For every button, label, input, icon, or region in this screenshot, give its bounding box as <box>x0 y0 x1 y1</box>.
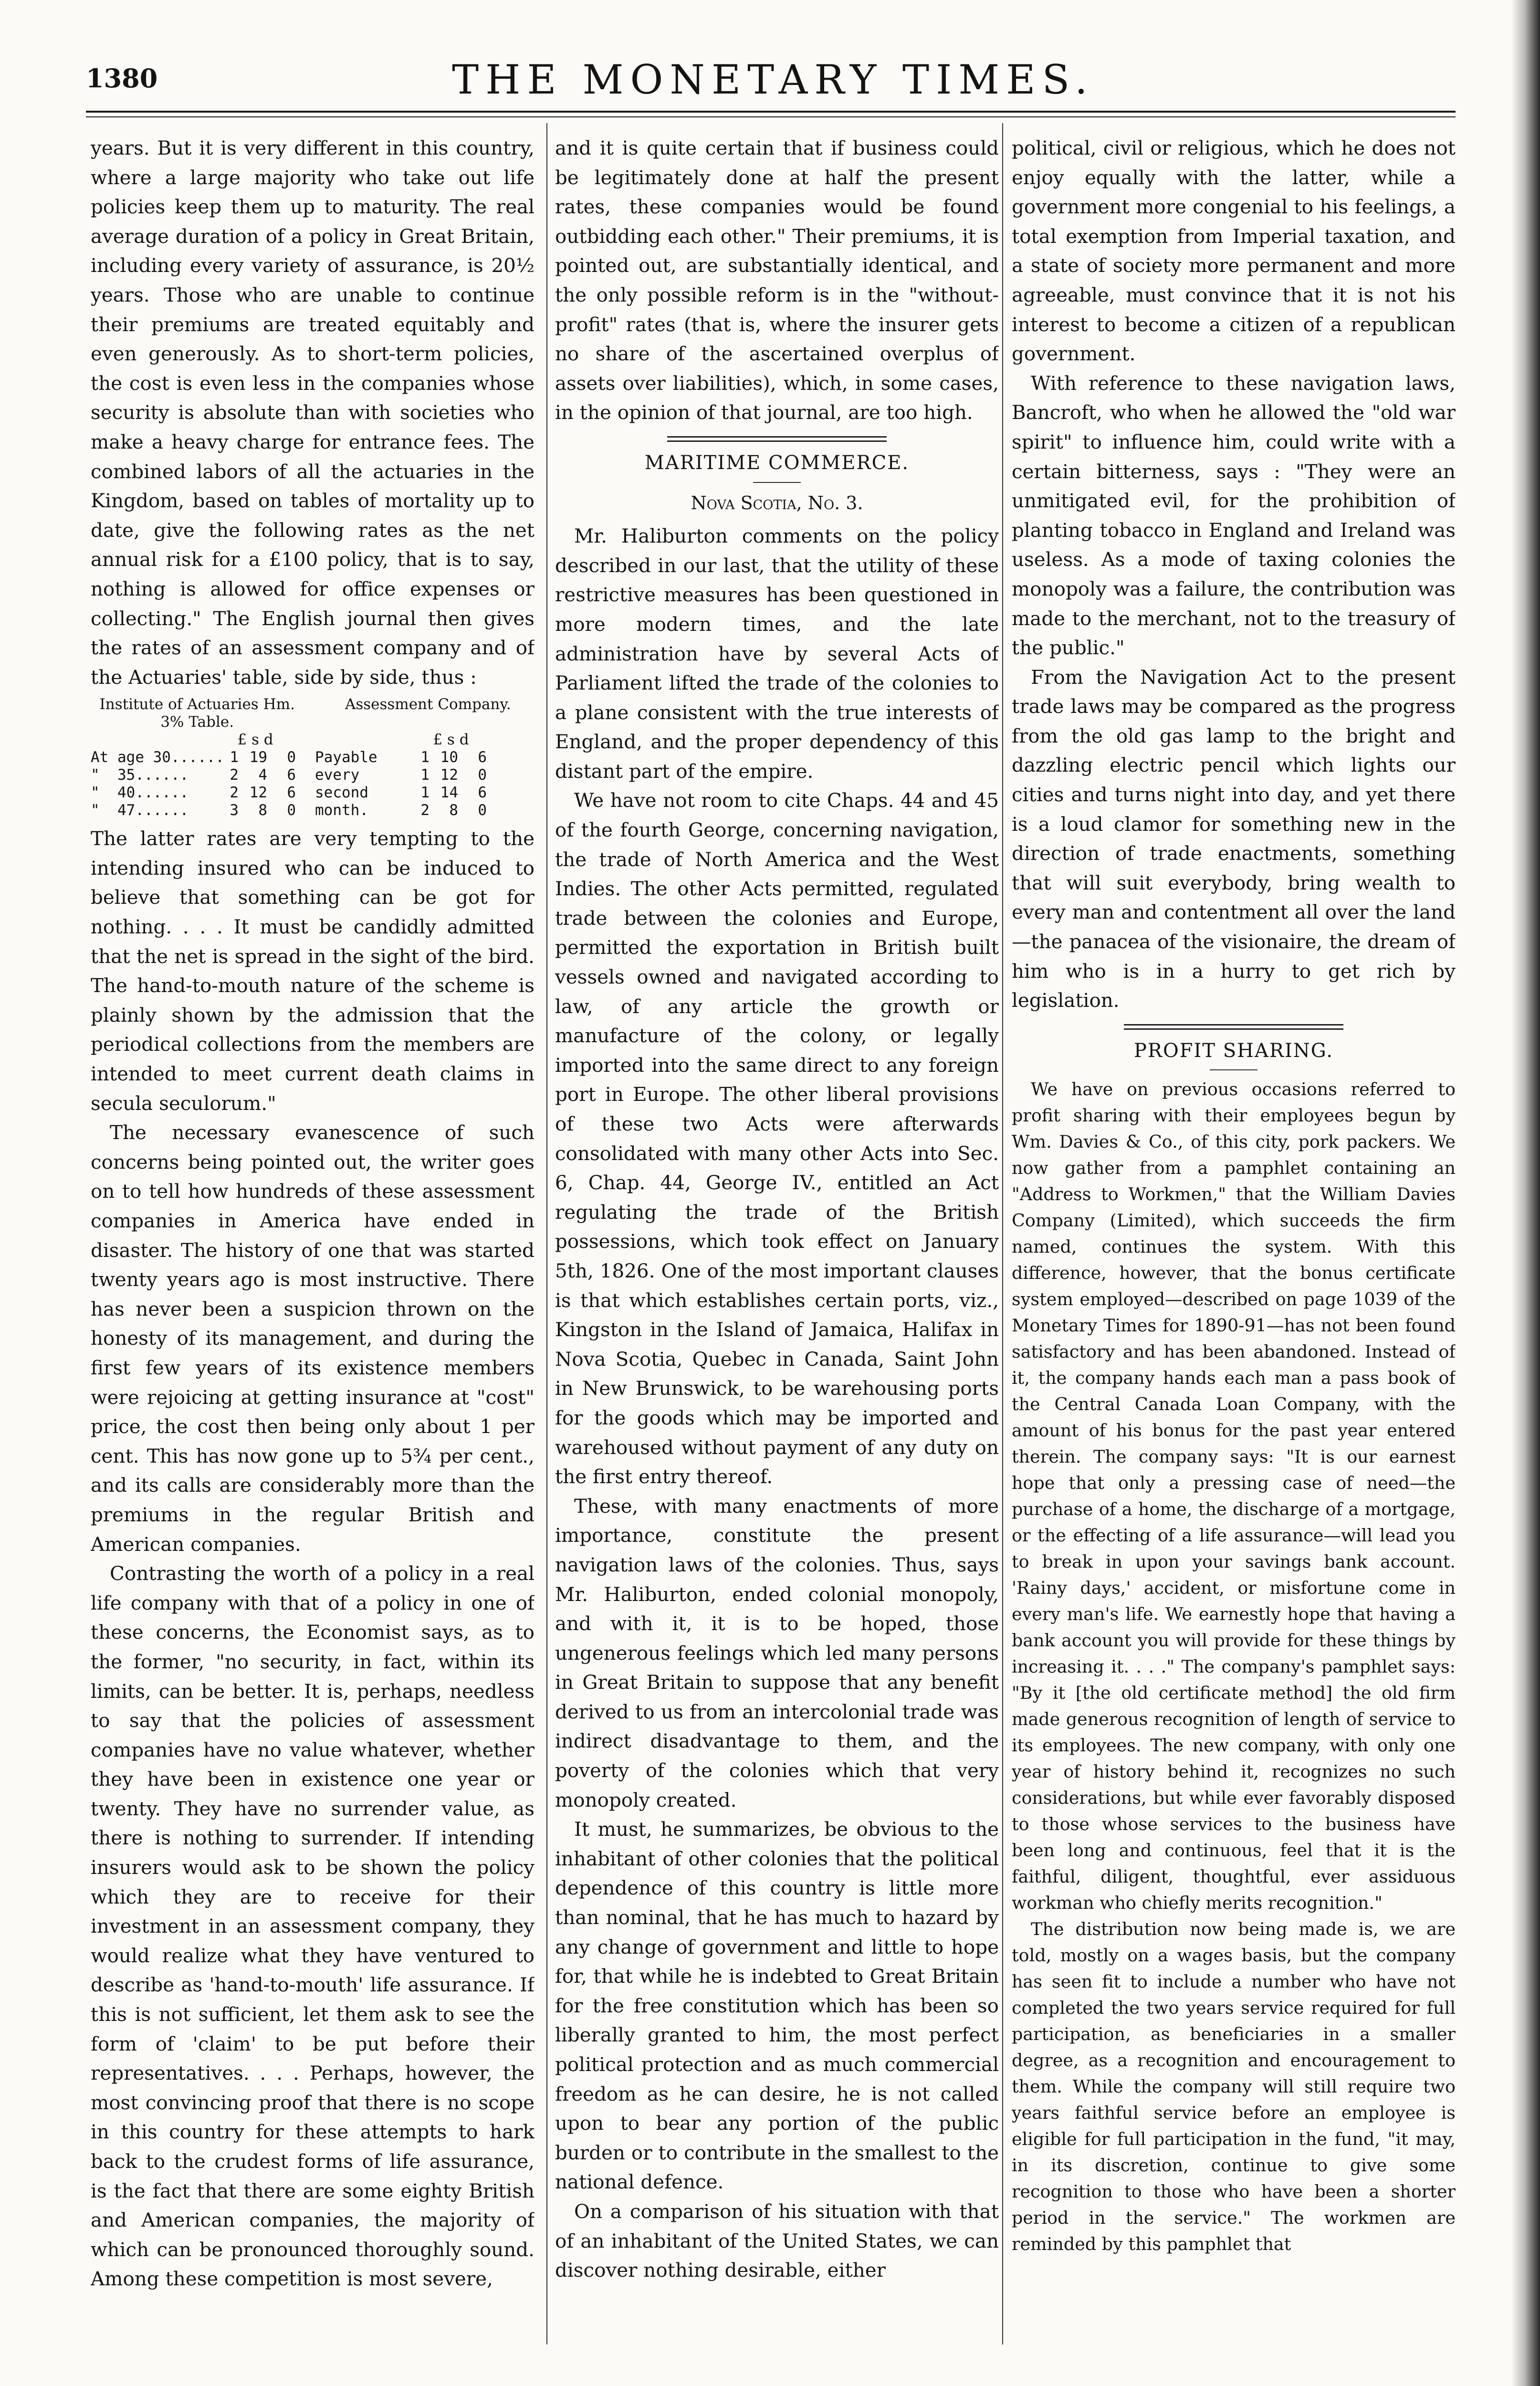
paragraph: Contrasting the worth of a policy in a real life company with that of a policy in one of these concerns, the Economist says, as to the former, "no security, in fact, within its limits, can be better. It is, perhaps, needless to say that the policies of assessment companies have no value whatever, whether they have been in existence one year or twenty. They have no surrender value, as there is nothing to surrender. If intending insurers would ask to be shown the policy which they are to receive for their investment in an assessment company, they would realize what they have ventured to describe as 'hand-to-mouth' life assurance. If this is not sufficient, let them ask to see the form of 'claim' to be put before their representatives. . . . Perhaps, however, the most convincing proof that there is no scope in this country for these attempts to hark back to the crudest forms of life assurance, is the fact that there are some eighty British and American companies, the majority of which can be pronounced thoroughly sound. Among these competition is most severe, <box>91 1562 534 2291</box>
page-number: 1380 <box>86 63 158 94</box>
table-row: At age 30...... 1 19 0 Payable 1 10 6 <box>91 749 487 766</box>
paragraph: With reference to these navigation laws, Bancroft, who when he allowed the "old war spirit" to influence him, could write with a certain bitterness, says : "They were an unmitigated evil, for the prohibition of planting tobacco in England and Ireland was useless. As a mode of taxing colonies the monopoly was a failure, the contribution was made to the merchant, not to the treasury of the public." <box>1012 371 1456 659</box>
paragraph: We have on previous occasions referred to profit sharing with their employees begun by Wm. Davies & Co., of this city, pork packers. We now gather from a pamphlet containing an "Address to Workmen," that the William Davies Company (Limited), which succeeds the firm named, continues the system. With this difference, however, that the bonus certificate system employed—described on page 1039 of the Monetary Times for 1890-91—has not been found satisfactory and has been abandoned. Instead of it, the company hands each man a pass book of the Central Canada Loan Company, with the amount of his bonus for the past year entered therein. The company says: "It is our earnest hope that only a pressing case of need—the purchase of a home, the discharge of a mortgage, or the effecting of a life assurance—will lead you to break in upon your savings bank account. 'Rainy days,' accident, or misfortune come in every man's life. We earnestly hope that having a bank account you will provide for these things by increasing it. . . ." The company's pamphlet says: "By it [the old certificate method] the old firm made generous recognition of length of service to its employees. The new company, with only one year of history behind it, recognizes no such considerations, but while ever favorably disposed to those whose services to the business have been long and continuous, feel that it is the faithful, diligent, thoughtful, ever assiduous workman who chiefly merits recognition." <box>1012 1079 1456 1914</box>
column-1 <box>91 134 534 2338</box>
column-2 <box>555 134 999 2338</box>
table-header-right: Assessment Company. <box>345 696 511 713</box>
masthead-title: THE MONETARY TIMES. <box>452 56 1094 103</box>
section-separator <box>667 436 887 442</box>
table-header-left: Institute of Actuaries Hm. 3% Table. <box>99 696 295 731</box>
paragraph: political, civil or religious, which he does not enjoy equally with the latter, while a government more congenial to his feelings, a total exemption from Imperial taxation, and a state of society more permanent and more agreeable, must convince that it is not his interest to become a citizen of a republican government. <box>1012 136 1456 366</box>
short-rule <box>753 482 801 483</box>
paragraph: It must, he summarizes, be obvious to the inhabitant of other colonies that the political dependence of this country is little more than nominal, that he has much to hazard by any change of government and little to hope for, that while he is indebted to Great Britain for the free constitution which has been so liberally granted to him, the most perfect political protection and as much commercial freedom as he can desire, he is not called upon to bear any portion of the public burden or to contribute in the smallest to the national defence. <box>555 1818 999 2194</box>
paragraph: These, with many enactments of more importance, constitute the present navigation laws of the colonies. Thus, says Mr. Haliburton, ended colonial monopoly, and with it, it is to be hoped, those ungenerous feelings which led many persons in Great Britain to suppose that any benefit derived to us from an intercolonial trade was indirect disadvantage to them, and the poverty of the colonies which that very monopoly created. <box>555 1494 999 1811</box>
paragraph: On a comparison of his situation with that of an inhabitant of the United States, we can discover nothing desirable, either <box>555 2199 999 2282</box>
paragraph: The latter rates are very tempting to the intending insured who can be induced to believe that something can be got for nothing. . . . It must be candidly admitted that the net is spread in the sight of the bird. The hand-to-mouth nature of the scheme is plainly shown by the admission that the periodical collections from the members are intended to meet current death claims in secula seculorum." <box>91 827 534 1115</box>
header-rule-thin <box>86 116 1456 117</box>
header-rule <box>86 111 1456 113</box>
section-separator <box>1124 1024 1343 1030</box>
paragraph: years. But it is very different in this country, where a large majority who take out life policies keep them up to maturity. The real average duration of a policy in Great Britain, including every variety of assurance, is 20½ years. Those who are unable to continue their premiums are treated equitably and even generously. As to short-term policies, the cost is even less in the companies whose security is absolute than with societies who make a heavy charge for entrance fees. The combined labors of all the actuaries in the Kingdom, based on tables of mortality up to date, give the following rates as the net annual risk for a £100 policy, that is to say, nothing is allowed for office expenses or collecting." The English journal then gives the rates of an assessment company and of the Actuaries' table, side by side, thus : <box>91 136 534 689</box>
section-heading: PROFIT SHARING. <box>1133 1039 1334 1062</box>
table-units-row <box>91 731 534 749</box>
scan-binding-shadow <box>1511 0 1540 2386</box>
section-heading: MARITIME COMMERCE. <box>644 451 910 474</box>
rates-table-header <box>91 696 534 731</box>
column-divider <box>546 123 547 2344</box>
column-3 <box>1012 134 1456 2338</box>
section-subheading: Nova Scotia, No. 3. <box>691 492 863 513</box>
paragraph: The necessary evanescence of such concerns being pointed out, the writer goes on to tell how hundreds of these assessment companies in America have ended in disaster. The history of one that was started twenty years ago is most instructive. There has never been a suspicion thrown on the honesty of its management, and during the first few years of its existence members were rejoicing at getting insurance at "cost" price, the cost then being only about 1 per cent. This has now gone up to 5¾ per cent., and its calls are considerably more than the premiums in the regular British and American companies. <box>91 1121 534 1556</box>
paragraph: From the Navigation Act to the present trade laws may be compared as the progress from the old gas lamp to the bright and dazzling electric pencil which lights our cities and turns night into day, and yet there is a loud clamor for something new in the direction of trade enactments, something that will suit everybody, bring wealth to every man and contentment all over the land—the panacea of the visionaire, the dream of him who is in a hurry to get rich by legislation. <box>1012 665 1456 1012</box>
table-row: " 35...... 2 4 6 every 1 12 0 <box>91 766 487 784</box>
table-row: " 47...... 3 8 0 month. 2 8 0 <box>91 802 487 819</box>
paragraph: We have not room to cite Chaps. 44 and 45 of the fourth George, concerning navigation, the trade of North America and the West Indies. The other Acts permitted, regulated trade between the colonies and Europe, permitted the exportation in British built vessels owned and navigated according to law, of any article the growth or manufacture of the colony, or legally imported into the same direct to any foreign port in Europe. The other liberal provisions of these two Acts were afterwards consolidated with many other Acts into Sec. 6, Chap. 44, George IV., entitled an Act regulating the trade of the British possessions, which took effect on January 5th, 1826. One of the most important clauses is that which establishes certain ports, viz., Kingston in the Island of Jamaica, Halifax in Nova Scotia, Quebec in Canada, Saint John in New Brunswick, to be warehousing ports for the goods which may be imported and warehoused without payment of any duty on the first entry thereof. <box>555 789 999 1488</box>
rates-table <box>91 696 534 819</box>
page-header <box>86 56 1460 109</box>
column-divider <box>1002 123 1003 2344</box>
paragraph: and it is quite certain that if business could be legitimately done at half the present rates, these companies would be found outbidding each other." Their premiums, it is pointed out, are substantially identical, and the only possible reform is in the "without-profit" rates (that is, where the insurer gets no share of the ascertained overplus of assets over liabilities), which, in some cases, in the opinion of that journal, are too high. <box>555 136 999 424</box>
units-left: £ s d <box>237 731 273 749</box>
table-row: " 40...... 2 12 6 second 1 14 6 <box>91 784 487 802</box>
units-right: £ s d <box>433 731 469 749</box>
paragraph: The distribution now being made is, we are told, mostly on a wages basis, but the company has seen fit to include a number who have not completed the two years service required for full participation, as beneficiaries in a smaller degree, as a recognition and encouragement to them. While the company will still require two years faithful service before an employee is eligible for full participation in the fund, "it may, in its discretion, continue to give some recognition to those who have been a shorter period in the service." The workmen are reminded by this pamphlet that <box>1012 1919 1456 2255</box>
paragraph: Mr. Haliburton comments on the policy described in our last, that the utility of these restrictive measures has been questioned in more modern times, and the late administration have by several Acts of Parliament lifted the trade of the colonies to a plane consistent with the true interests of England, and the proper dependency of this distant part of the empire. <box>555 524 999 783</box>
short-rule <box>1210 1069 1257 1070</box>
